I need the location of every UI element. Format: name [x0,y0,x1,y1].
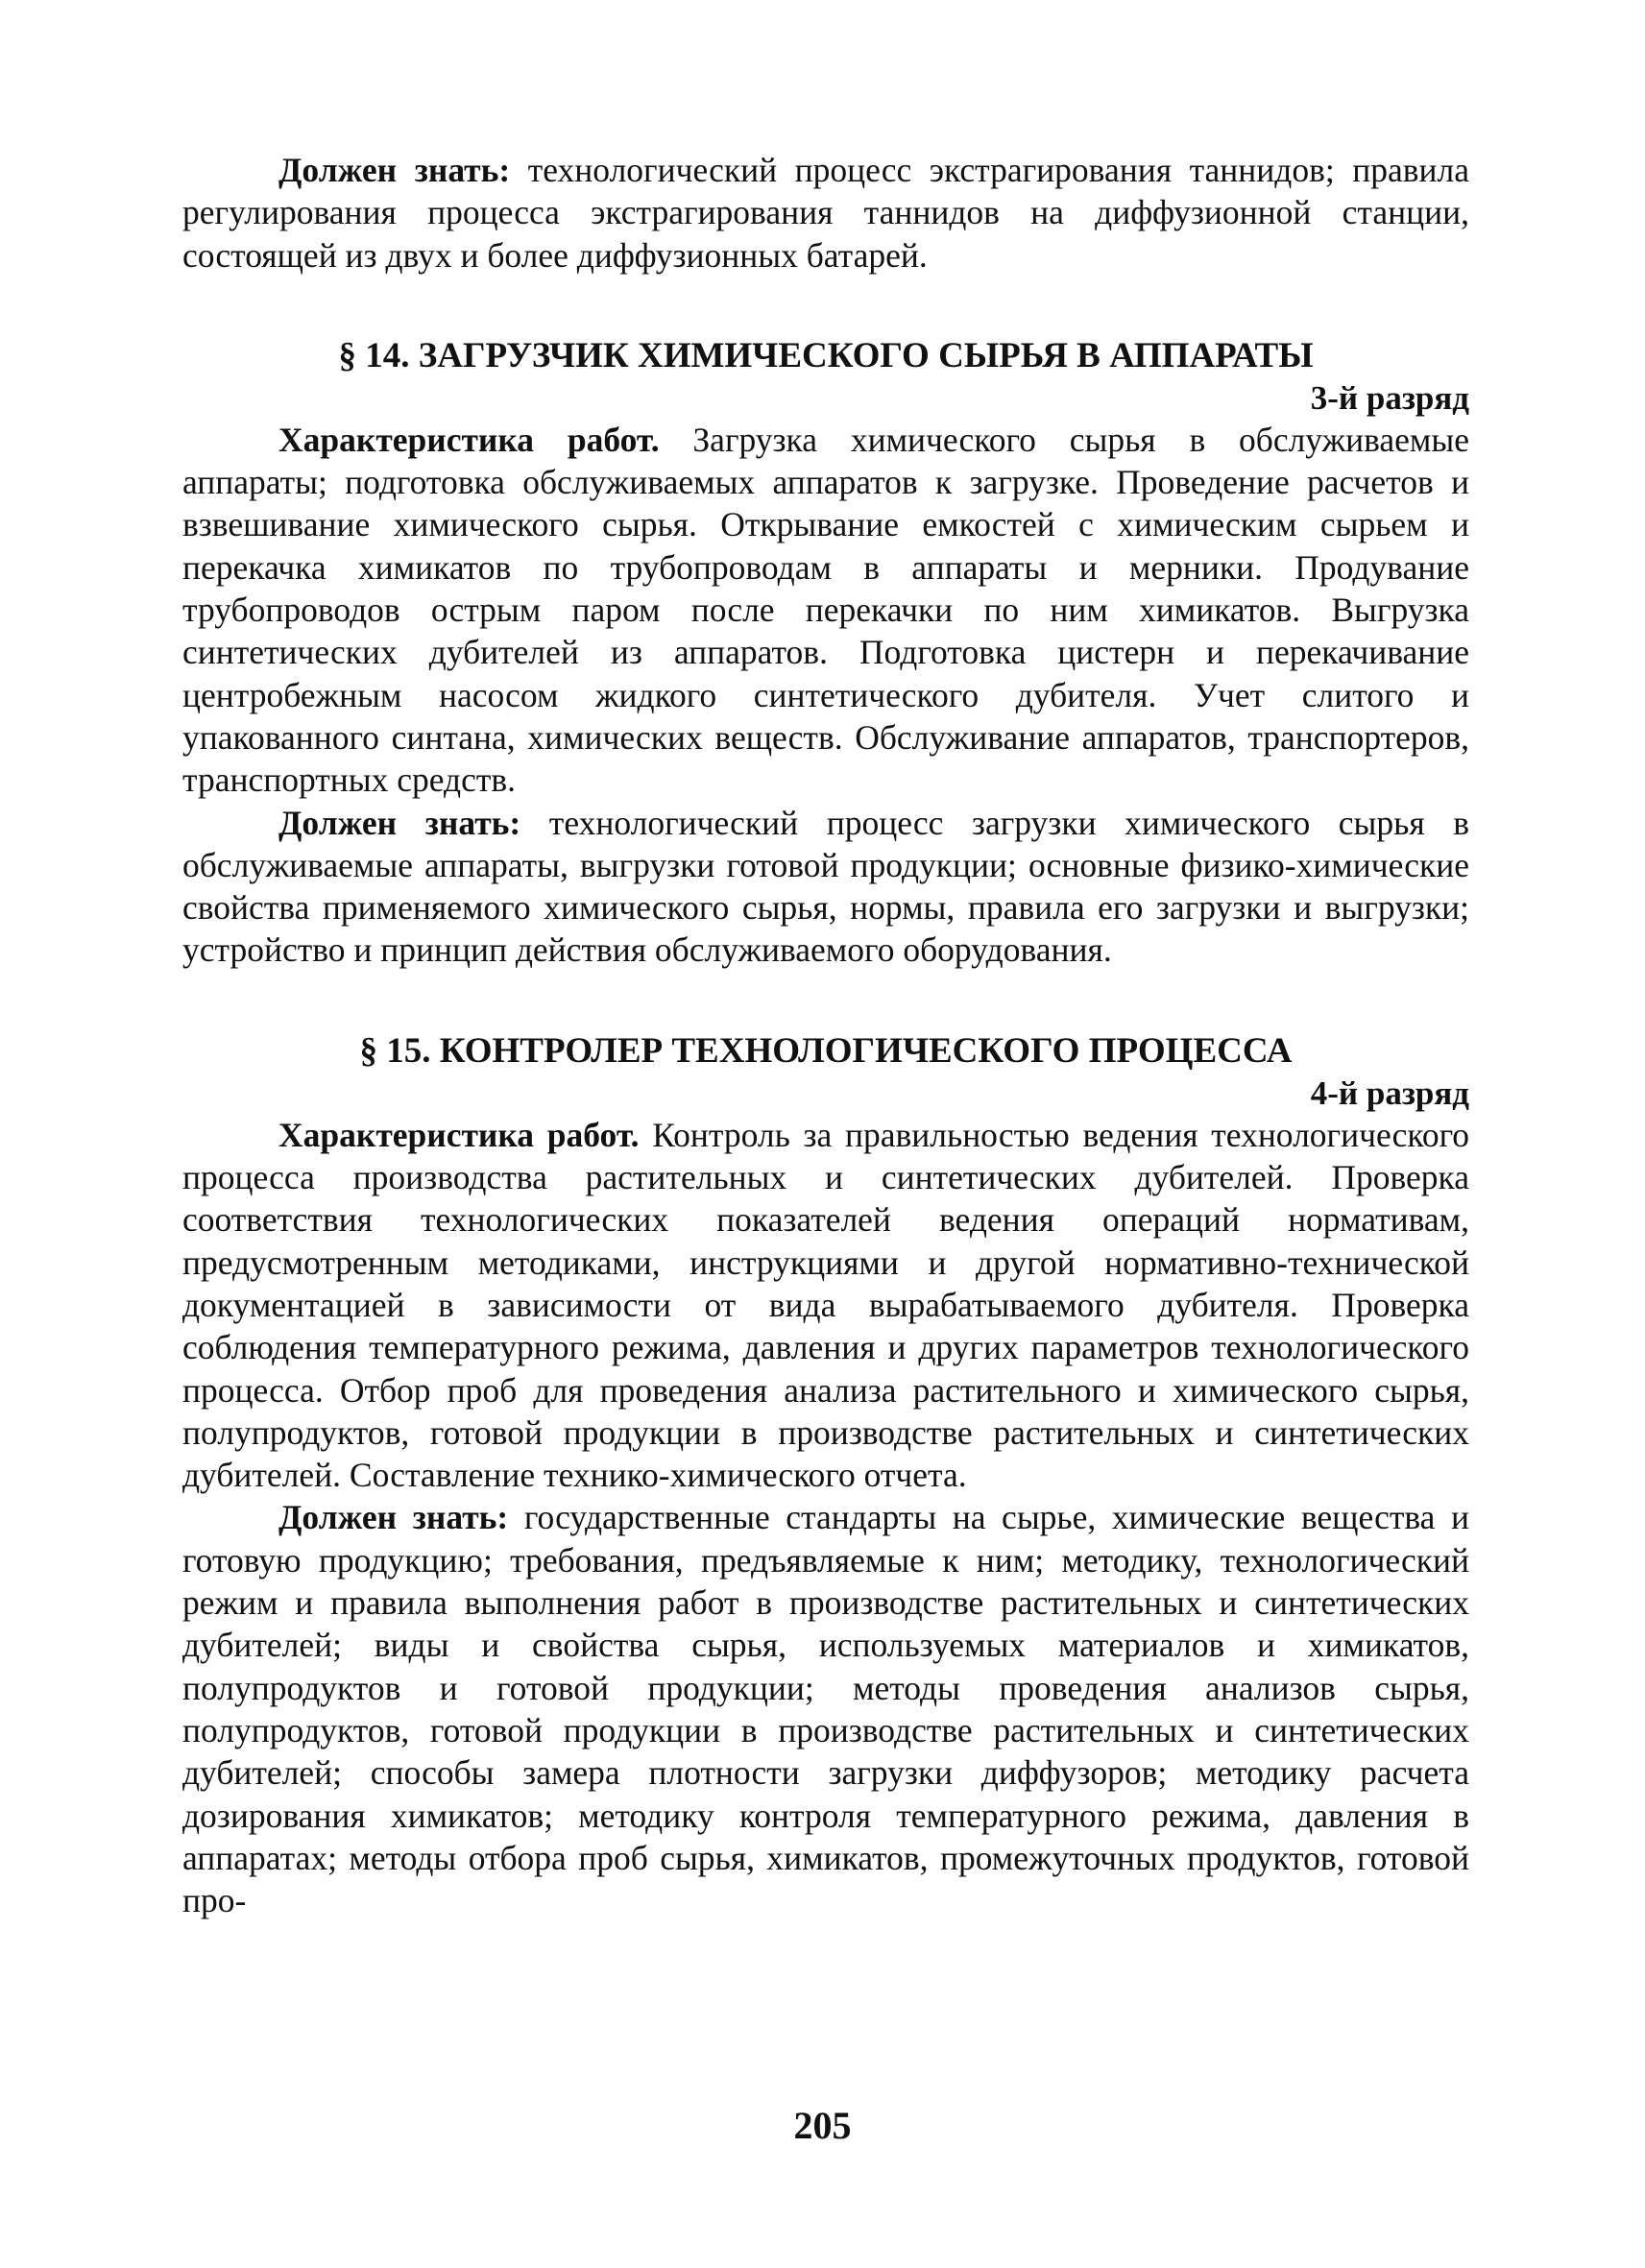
section-15-know-text: государственные стандарты на сырье, химические вещества и готовую продукцию; требования, предъявляемые к ним; методику, технологический режим и правила выполнения работ в производстве растительных и синтетических дубителей; виды и свойства сырья, используемых материалов и химикатов, полупродуктов и готовой продукции; методы проведения анализов сырья, полупродуктов, готовой продукции в производстве растительных и синтетических дубителей; способы замера плотности загрузки диффузоров; методику расчета дозирования химикатов; методику контроля температурного режима, давления в аппаратах; методы отбора проб сырья, химикатов, промежуточных продуктов, готовой про- [182,1498,1469,1920]
section-15-work-text: Контроль за правильностью ведения технологического процесса производства растительных и синтетических дубителей. Проверка соответствия технологических показателей ведения операций нормативам, предусмотренным методиками, инструкциями и другой нормативно-технической документацией в зависимости от вида вырабатываемого дубителя. Проверка соблюдения температурного режима, давления и других параметров технологического процесса. Отбор проб для проведения анализа растительного и химического сырья, полупродуктов, готовой продукции в производстве растительных и синтетических дубителей. Составление технико-химического отчета. [182,1115,1469,1495]
top-lead: Должен знать: [278,151,511,189]
section-14-know-paragraph [182,802,1469,972]
section-14-work-text: Загрузка химического сырья в обслуживаемые аппараты; подготовка обслуживаемых аппаратов к загрузке. Проведение расчетов и взвешивание химического сырья. Открывание емкостей с химическим сырьем и перекачка химикатов по трубопроводам в аппараты и мерники. Продувание трубопроводов острым паром после перекачки по ним химикатов. Выгрузка синтетических дубителей из аппаратов. Подготовка цистерн и перекачивание центробежным насосом жидкого синтетического дубителя. Учет слитого и упакованного синтана, химических веществ. Обслуживание аппаратов, транспортеров, транспортных средств. [182,420,1469,800]
top-text: технологический процесс экстрагирования таннидов; правила регулирования процесса экстрагирования таннидов на диффузионной станции, состоящей из двух и более диффузионных батарей. [182,151,1469,275]
section-14-work-paragraph [182,419,1469,802]
section-14-work-lead: Характеристика работ. [278,420,660,459]
section-15-work-paragraph [182,1114,1469,1497]
section-15-title: § 15. КОНТРОЛЕР ТЕХНОЛОГИЧЕСКОГО ПРОЦЕССА [359,1030,1293,1071]
section-14-rank: 3-й разряд [1310,378,1469,417]
page-number: 205 [793,2104,852,2147]
section-14-know-lead: Должен знать: [278,803,521,842]
section-15-rank: 4-й разряд [1310,1074,1469,1112]
section-15-know-paragraph [182,1496,1469,1921]
section-14-title: § 14. ЗАГРУЗЧИК ХИМИЧЕСКОГО СЫРЬЯ В АППАРАТЫ [338,335,1314,375]
top-paragraph [182,149,1469,277]
section-14-know-text: технологический процесс загрузки химического сырья в обслуживаемые аппараты, выгрузки готовой продукции; основные физико-химические свойства применяемого химического сырья, нормы, правила его загрузки и выгрузки; устройство и принцип действия обслуживаемого оборудования. [182,803,1469,970]
section-15-know-lead: Должен знать: [278,1498,509,1537]
section-15-work-lead: Характеристика работ. [278,1115,640,1154]
page-content [182,149,1469,1921]
